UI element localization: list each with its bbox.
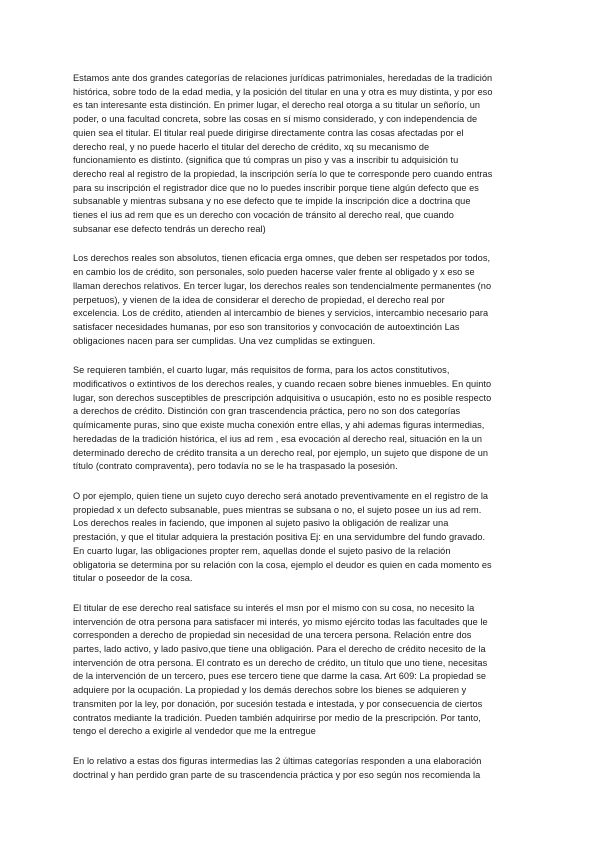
paragraph-3: Se requieren también, el cuarto lugar, más requisitos de forma, para los actos constitutivos, modificativos o extintivos de los derechos reales, y cuando recaen sobre bienes inmuebles. En quinto lugar, son derechos susceptibles de prescripción adquisitiva o usucapión, esto no es posible respecto a derechos de crédito. Distinción con gran trascendencia práctica, pero no son dos categorías químicamente puras, sino que existe mucha conexión entre ellas, y ahi ademas figuras intermedias, heredadas de la tradición histórica, el ius ad rem , esa evocación al derecho real, situación en la un determinado derecho de crédito transita a un derecho real, por ejemplo, un sujeto que dispone de un título (contrato compraventa), pero todavía no se le ha traspasado la posesión.: [73, 365, 492, 472]
paragraph-4: O por ejemplo, quien tiene un sujeto cuyo derecho será anotado preventivamente en el registro de la propiedad x un defecto subsanable, pues mientras se subsana o no, el sujeto posee un ius ad rem. Los derechos reales in faciendo, que imponen al sujeto pasivo la obligación de realizar una prestación, y que el titular adquiera la prestación positiva Ej: en una servidumbre del fundo gravado. En cuarto lugar, las obligaciones propter rem, aquellas donde el sujeto pasivo de la relación obligatoria se determina por su relación con la cosa, ejemplo el deudor es quien en cada momento es titular o poseedor de la cosa.: [73, 490, 492, 584]
paragraph-5: El titular de ese derecho real satisface su interés el msn por el mismo con su cosa, no necesito la intervención de otra persona para satisfacer mi interés, yo mismo ejército todas las facultades que le corresponden a derecho de propiedad sin necesidad de una tercera persona. Relación entre dos partes, lado activo, y lado pasivo,que tiene una obligación. Para el derecho de crédito necesito de la intervención de otra persona. El contrato es un derecho de crédito, un título que uno tiene, necesitas de la intervención de un tercero, pues ese tercero tiene que darme la casa. Art 609: La propiedad se adquiere por la ocupación. La propiedad y los demás derechos sobre los bienes se adquieren y transmiten por la ley, por donación, por sucesión testada e intestada, y por consecuencia de ciertos contratos mediante la tradición. Pueden también adquirirse por medio de la prescripción. Por tanto, tengo el derecho a exigirle al vendedor que me la entregue: [73, 602, 488, 737]
paragraph-6: En lo relativo a estas dos figuras intermedias las 2 últimas categorías responden a una elaboración doctrinal y han perdido gran parte de su trascendencia práctica y por eso según nos recomienda la: [73, 755, 482, 780]
paragraph-2: Los derechos reales son absolutos, tienen eficacia erga omnes, que deben ser respetados por todos, en cambio los de crédito, son personales, solo pueden hacerse valer frente al obligado y x eso se llaman derechos relativos. En tercer lugar, los derechos reales son tendencialmente permanentes (no perpetuos), y vienen de la idea de considerar el derecho de propiedad, el derecho real por excelencia. Los de crédito, atienden al intercambio de bienes y servicios, intercambio necesario para satisfacer necesidades humanas, por eso son transitorios y convocación de autoextinción Las obligaciones nacen para ser cumplidas. Una vez cumplidas se extinguen.: [73, 253, 492, 346]
paragraph-1: Estamos ante dos grandes categorías de relaciones jurídicas patrimoniales, heredadas de la tradición histórica, sobre todo de la edad media, y la posición del titular en una y otra es muy distinta, y por eso es tan interesante esta distinción. En primer lugar, el derecho real otorga a su titular un señorío, un poder, o una facultad concreta, sobre las cosas en sí mismo considerado, y con independencia de quien sea el titular. El titular real puede dirigirse directamente contra las cosas afectadas por el derecho real, y no puede hacerlo el titular del derecho de crédito, xq su mecanismo de funcionamiento es distinto. (significa que tú compras un piso y vas a inscribir tu adquisición tu derecho real al registro de la propiedad, la inscripción sería lo que te corresponde pero cuando entras para su inscripción el registrador dice que no lo puedes inscribir porque tiene algún defecto que es subsanable y mientras subsana y no ese defecto que te impide la inscripción dice a doctrina que tienes el ius ad rem que es un derecho con vocación de tránsito al derecho real, que cuando subsanar ese defecto tendrás un derecho real): [73, 73, 493, 234]
